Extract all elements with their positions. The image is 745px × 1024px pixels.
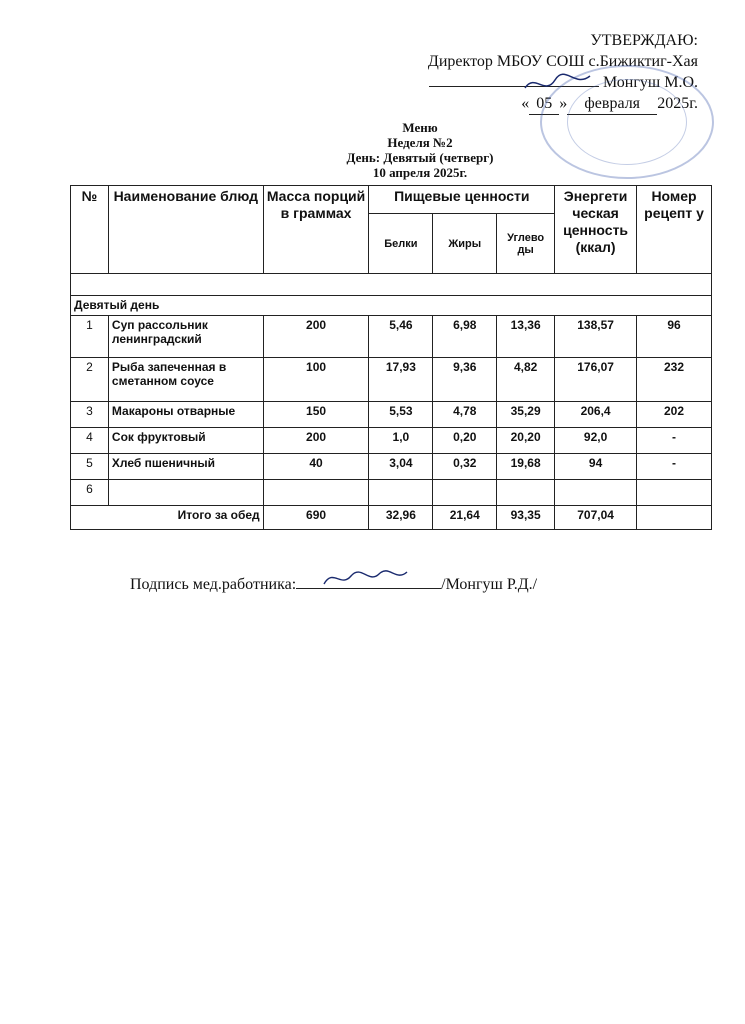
cell-name: Рыба запеченная в сметанном соусе bbox=[108, 358, 263, 402]
director-name: Монгуш М.О. bbox=[602, 74, 698, 91]
cell-energy: 94 bbox=[555, 454, 637, 480]
cell-carb: 4,82 bbox=[497, 358, 555, 402]
cell-prot bbox=[369, 480, 433, 506]
header-no: № bbox=[71, 186, 109, 274]
header-carbs: Углево ды bbox=[497, 214, 555, 274]
cell-prot: 5,53 bbox=[369, 402, 433, 428]
cell-name: Суп рассольник ленинградский bbox=[108, 316, 263, 358]
cell-energy: 176,07 bbox=[555, 358, 637, 402]
header-name: Наименование блюд bbox=[108, 186, 263, 274]
table-row bbox=[71, 480, 712, 506]
cell-recipe: 232 bbox=[637, 358, 712, 402]
date-month: февраля bbox=[567, 93, 657, 115]
cell-carb: 35,29 bbox=[497, 402, 555, 428]
medical-signature bbox=[321, 566, 411, 590]
cell-fat: 0,32 bbox=[433, 454, 497, 480]
header-recipe: Номер рецепт у bbox=[637, 186, 712, 274]
cell-no: 2 bbox=[71, 358, 109, 402]
total-carbs: 93,35 bbox=[497, 506, 555, 530]
cell-name bbox=[108, 480, 263, 506]
cell-carb: 19,68 bbox=[497, 454, 555, 480]
section-label: Девятый день bbox=[71, 296, 712, 316]
total-fats: 21,64 bbox=[433, 506, 497, 530]
quote-close: » bbox=[559, 95, 568, 112]
cell-fat: 6,98 bbox=[433, 316, 497, 358]
director-signature bbox=[520, 68, 600, 98]
cell-name: Макароны отварные bbox=[108, 402, 263, 428]
total-proteins: 32,96 bbox=[369, 506, 433, 530]
cell-name: Сок фруктовый bbox=[108, 428, 263, 454]
cell-no: 1 bbox=[71, 316, 109, 358]
quote-open: « bbox=[521, 95, 530, 112]
header-proteins: Белки bbox=[369, 214, 433, 274]
cell-recipe bbox=[637, 480, 712, 506]
cell-no: 4 bbox=[71, 428, 109, 454]
header-energy: Энергети ческая ценность (ккал) bbox=[555, 186, 637, 274]
date-title: 10 апреля 2025г. bbox=[372, 165, 468, 180]
header-fats: Жиры bbox=[433, 214, 497, 274]
cell-carb bbox=[497, 480, 555, 506]
cell-energy bbox=[555, 480, 637, 506]
date-year: 2025г. bbox=[657, 95, 698, 112]
total-row bbox=[71, 506, 712, 530]
cell-mass: 200 bbox=[263, 316, 369, 358]
cell-prot: 3,04 bbox=[369, 454, 433, 480]
medical-signature-row bbox=[130, 572, 537, 594]
cell-prot: 1,0 bbox=[369, 428, 433, 454]
cell-recipe: 96 bbox=[637, 316, 712, 358]
cell-mass bbox=[263, 480, 369, 506]
cell-fat: 0,20 bbox=[433, 428, 497, 454]
week-title: Неделя №2 bbox=[387, 135, 453, 150]
cell-energy: 206,4 bbox=[555, 402, 637, 428]
cell-fat: 9,36 bbox=[433, 358, 497, 402]
cell-prot: 17,93 bbox=[369, 358, 433, 402]
cell-carb: 13,36 bbox=[497, 316, 555, 358]
approval-title: УТВЕРЖДАЮ: bbox=[590, 32, 698, 49]
day-title: День: Девятый (четверг) bbox=[346, 150, 494, 165]
total-mass: 690 bbox=[263, 506, 369, 530]
date-day: 05 bbox=[529, 93, 559, 115]
cell-fat: 4,78 bbox=[433, 402, 497, 428]
cell-energy: 92,0 bbox=[555, 428, 637, 454]
cell-fat bbox=[433, 480, 497, 506]
menu-rows bbox=[71, 316, 712, 506]
menu-title: Меню bbox=[402, 120, 438, 135]
cell-recipe: - bbox=[637, 428, 712, 454]
medical-signature-line bbox=[296, 572, 441, 589]
table-row bbox=[71, 454, 712, 480]
cell-no: 6 bbox=[71, 480, 109, 506]
total-recipe bbox=[637, 506, 712, 530]
header-mass: Масса порций в граммах bbox=[263, 186, 369, 274]
spacer-row bbox=[71, 274, 712, 296]
total-label: Итого за обед bbox=[71, 506, 264, 530]
cell-mass: 150 bbox=[263, 402, 369, 428]
table-row bbox=[71, 358, 712, 402]
header-nutrition: Пищевые ценности bbox=[369, 186, 555, 214]
cell-prot: 5,46 bbox=[369, 316, 433, 358]
cell-mass: 100 bbox=[263, 358, 369, 402]
menu-table bbox=[70, 185, 712, 530]
table-row bbox=[71, 402, 712, 428]
cell-carb: 20,20 bbox=[497, 428, 555, 454]
total-energy: 707,04 bbox=[555, 506, 637, 530]
cell-energy: 138,57 bbox=[555, 316, 637, 358]
cell-recipe: 202 bbox=[637, 402, 712, 428]
cell-no: 3 bbox=[71, 402, 109, 428]
table-row bbox=[71, 316, 712, 358]
table-row bbox=[71, 428, 712, 454]
menu-title-block bbox=[0, 120, 745, 180]
approval-position: Директор МБОУ СОШ с.Бижиктиг-Хая bbox=[427, 53, 698, 70]
cell-mass: 40 bbox=[263, 454, 369, 480]
cell-mass: 200 bbox=[263, 428, 369, 454]
signature-name: /Монгуш Р.Д./ bbox=[441, 576, 538, 593]
cell-name: Хлеб пшеничный bbox=[108, 454, 263, 480]
signature-label: Подпись мед.работника: bbox=[130, 576, 297, 593]
cell-recipe: - bbox=[637, 454, 712, 480]
cell-no: 5 bbox=[71, 454, 109, 480]
